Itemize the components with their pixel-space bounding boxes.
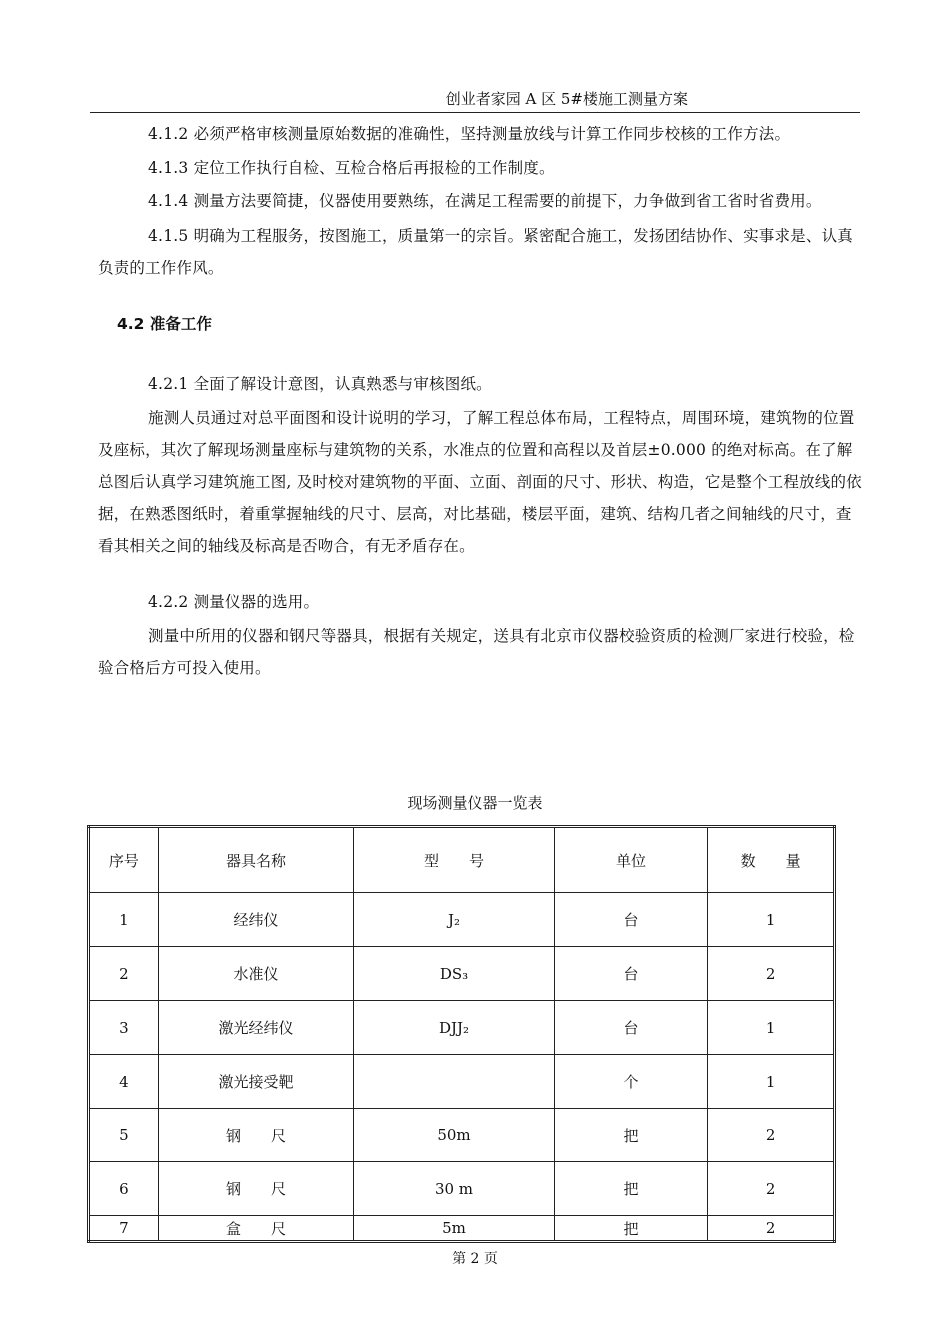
table-header-row bbox=[89, 827, 835, 893]
table-cell: 激光经纬仪 bbox=[158, 1001, 353, 1055]
page-header bbox=[90, 88, 860, 113]
table-cell: 3 bbox=[89, 1001, 159, 1055]
table-cell: 2 bbox=[708, 1216, 835, 1242]
table-row bbox=[89, 893, 835, 947]
header-title: 创业者家园 A 区 5#楼施工测量方案 bbox=[445, 90, 688, 108]
table-cell: 水准仪 bbox=[158, 947, 353, 1001]
table-cell: 把 bbox=[554, 1162, 708, 1216]
paragraph-4-1-4: 4.1.4 测量方法要简捷，仪器使用要熟练，在满足工程需要的前提下，力争做到省工省时省费用。 bbox=[148, 192, 822, 210]
table-cell: 个 bbox=[554, 1055, 708, 1109]
paragraph-4-1-2: 4.1.2 必须严格审核测量原始数据的准确性，坚持测量放线与计算工作同步校核的工作方法。 bbox=[148, 125, 791, 143]
table-cell: 台 bbox=[554, 947, 708, 1001]
table-cell: 钢 尺 bbox=[158, 1162, 353, 1216]
paragraph-4-1-3: 4.1.3 定位工作执行自检、互检合格后再报检的工作制度。 bbox=[148, 159, 555, 177]
table-cell: 经纬仪 bbox=[158, 893, 353, 947]
table-cell: 1 bbox=[708, 893, 835, 947]
table-cell: 5m bbox=[354, 1216, 554, 1242]
table-cell: 5 bbox=[89, 1109, 159, 1162]
paragraph-4-2-1: 4.2.1 全面了解设计意图，认真熟悉与审核图纸。 bbox=[148, 375, 492, 393]
table-row bbox=[89, 1001, 835, 1055]
table-cell: 30 m bbox=[354, 1162, 554, 1216]
table-cell: 把 bbox=[554, 1109, 708, 1162]
table-cell: DS₃ bbox=[354, 947, 554, 1001]
header-cell: 单位 bbox=[554, 827, 708, 893]
paragraph-4-2-1-body: 施测人员通过对总平面图和设计说明的学习，了解工程总体布局，工程特点，周围环境，建筑物的位置及座标，其次了解现场测量座标与建筑物的关系，水准点的位置和高程以及首层±0.000 的绝对标高。在了解总图后认真学习建筑施工图, 及时校对建筑物的平面、立面、剖面的尺寸、形状、构造，它是整个工程放线的依据，在熟悉图纸时，着重掌握轴线的尺寸、层高，对比基础，楼层平面，建筑、结构几者之间轴线的尺寸，查看其相关之间的轴线及标高是否吻合，有无矛盾存在。 bbox=[98, 409, 862, 555]
table-cell: 6 bbox=[89, 1162, 159, 1216]
header-cell: 序号 bbox=[89, 827, 159, 893]
table-cell: 1 bbox=[708, 1055, 835, 1109]
table-row bbox=[89, 1216, 835, 1242]
paragraph-4-2-2-body: 测量中所用的仪器和钢尺等器具，根据有关规定，送具有北京市仪器校验资质的检测厂家进行校验，检验合格后方可投入使用。 bbox=[98, 627, 855, 677]
table-cell: 1 bbox=[708, 1001, 835, 1055]
header-cell: 型 号 bbox=[354, 827, 554, 893]
table-cell: 台 bbox=[554, 1001, 708, 1055]
table-cell: 盒 尺 bbox=[158, 1216, 353, 1242]
paragraph-4-1-5: 4.1.5 明确为工程服务，按图施工，质量第一的宗旨。紧密配合施工，发扬团结协作、实事求是、认真负责的工作作风。 bbox=[98, 227, 853, 277]
section-heading-4-2: 4.2 准备工作 bbox=[117, 315, 212, 333]
table-cell: 4 bbox=[89, 1055, 159, 1109]
table-cell: 把 bbox=[554, 1216, 708, 1242]
table-cell: 2 bbox=[708, 1109, 835, 1162]
table-row bbox=[89, 1162, 835, 1216]
table-cell: 激光接受靶 bbox=[158, 1055, 353, 1109]
table-cell: 7 bbox=[89, 1216, 159, 1242]
table-cell: 钢 尺 bbox=[158, 1109, 353, 1162]
header-cell: 器具名称 bbox=[158, 827, 353, 893]
table-cell: DJJ₂ bbox=[354, 1001, 554, 1055]
paragraph-4-2-2: 4.2.2 测量仪器的选用。 bbox=[148, 593, 320, 611]
table-title: 现场测量仪器一览表 bbox=[407, 794, 543, 812]
table-cell: 2 bbox=[89, 947, 159, 1001]
page-number: 第 2 页 bbox=[452, 1251, 498, 1267]
table-cell: 2 bbox=[708, 947, 835, 1001]
table-cell: 2 bbox=[708, 1162, 835, 1216]
table-row bbox=[89, 1109, 835, 1162]
table-cell bbox=[354, 1055, 554, 1109]
table-row bbox=[89, 947, 835, 1001]
instrument-table bbox=[87, 825, 836, 1243]
table-cell: 50m bbox=[354, 1109, 554, 1162]
table-row bbox=[89, 1055, 835, 1109]
table-cell: J₂ bbox=[354, 893, 554, 947]
header-cell: 数 量 bbox=[708, 827, 835, 893]
table-cell: 1 bbox=[89, 893, 159, 947]
table-cell: 台 bbox=[554, 893, 708, 947]
